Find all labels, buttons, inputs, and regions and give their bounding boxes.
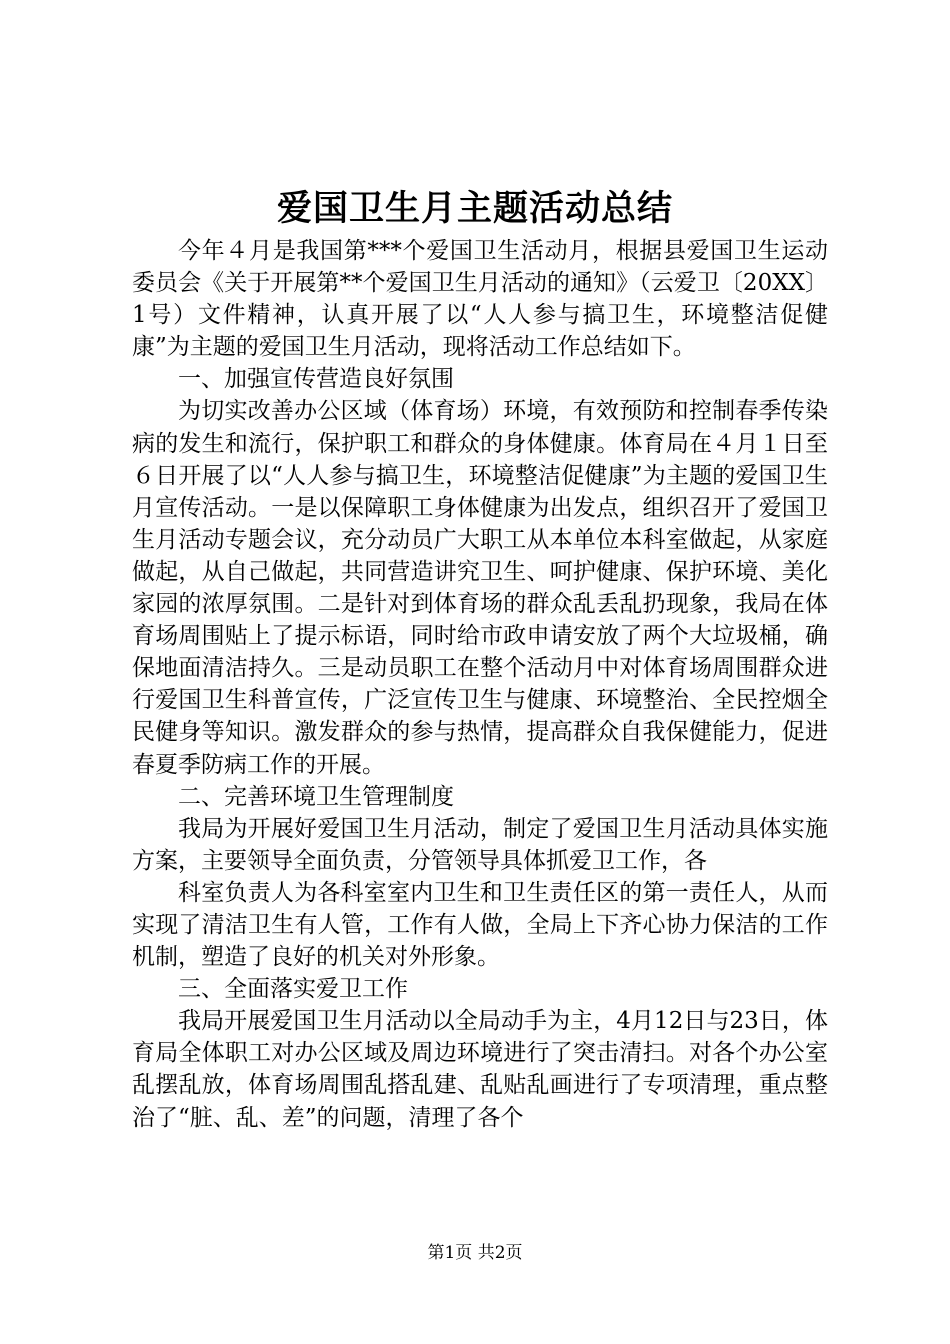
- section-heading-1: 一、加强宣传营造良好氛围: [178, 366, 454, 393]
- section-1-paragraph: 为切实改善办公区域（体育场）环境，有效预防和控制春季传染病的发生和流行，保护职工和群众的身体健康。体育局在４月１日至６日开展了以“人人参与搞卫生，环境整洁促健康”为主题的爱国卫生月宣传活动。一是以保障职工身体健康为出发点，组织召开了爱国卫生月活动专题会议，充分动员广大职工从本单位本科室做起，从家庭做起，从自己做起，共同营造讲究卫生、呵护健康、保护环境、美化家园的浓厚氛围。二是针对到体育场的群众乱丢乱扔现象，我局在体育场周围贴上了提示标语，同时给市政申请安放了两个大垃圾桶，确保地面清洁持久。三是动员职工在整个活动月中对体育场周围群众进行爱国卫生科普宣传，广泛宣传卫生与健康、环境整治、全民控烟全民健身等知识。激发群众的参与热情，提高群众自我保健能力，促进春夏季防病工作的开展。: [132, 398, 828, 778]
- section-2-paragraph-b: 科室负责人为各科室室内卫生和卫生责任区的第一责任人，从而实现了清洁卫生有人管，工作有人做，全局上下齐心协力保洁的工作机制，塑造了良好的机关对外形象。: [132, 879, 828, 971]
- document-body: [132, 235, 828, 1134]
- section-heading-3: 三、全面落实爱卫工作: [178, 976, 408, 1003]
- page-footer: 第1页 共2页: [427, 1243, 523, 1263]
- intro-paragraph: 今年４月是我国第***个爱国卫生活动月，根据县爱国卫生运动委员会《关于开展第**个爱国卫生月活动的通知》（云爱卫〔20XX〕1号）文件精神，认真开展了以“人人参与搞卫生，环境整洁促健康”为主题的爱国卫生月活动，现将活动工作总结如下。: [132, 238, 828, 361]
- section-2-paragraph-a: 我局为开展好爱国卫生月活动，制定了爱国卫生月活动具体实施方案，主要领导全面负责，分管领导具体抓爱卫工作，各: [132, 815, 828, 874]
- section-heading-2: 二、完善环境卫生管理制度: [178, 783, 454, 810]
- document-title: 爱国卫生月主题活动总结: [276, 188, 673, 229]
- section-3-paragraph: 我局开展爱国卫生月活动以全局动手为主，4月12日与23日，体育局全体职工对办公区域及周边环境进行了突击清扫。对各个办公室乱摆乱放，体育场周围乱搭乱建、乱贴乱画进行了专项清理，重点整治了“脏、乱、差”的问题，清理了各个: [132, 1008, 828, 1131]
